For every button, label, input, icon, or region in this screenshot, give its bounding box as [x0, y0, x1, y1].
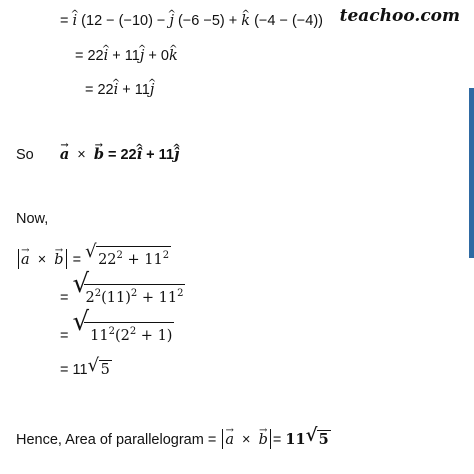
hence-line: Hence, Area of parallelogram = a → × b → = 11 √ 5 — [16, 429, 331, 449]
step-line-1: = i ^ (12 − (−10) − j ^ (−6 −5) + k ^ (−4 − (−4)) — [60, 12, 323, 30]
magnitude-line-2: = √ $2^2(11)^2 + 11^2$ — [60, 269, 184, 306]
magnitude-line-3: = √ $11^2(2^2 + 1)$ — [60, 307, 173, 344]
step-line-3: = 22i ^ + 11j ^ — [85, 81, 154, 99]
so-label: So — [16, 147, 34, 163]
so-line: So a → × b → = 22î ^ + 11ĵ ^ — [16, 146, 179, 164]
step-line-2: = 22i ^ + 11j ^ + 0k ^ — [75, 47, 178, 65]
final-answer: 11 √ 5 — [285, 425, 329, 448]
unit-j: j ^ — [169, 12, 174, 30]
slide-accent-bar — [469, 88, 474, 258]
hence-text: Hence, Area of parallelogram = — [16, 432, 221, 448]
now-label: Now, — [16, 211, 49, 227]
unit-i: i ^ — [73, 12, 78, 30]
brand-logo: teachoo.com — [339, 6, 460, 26]
unit-k: k ^ — [241, 12, 250, 30]
magnitude-line-4: = 11 √ 5 — [60, 355, 110, 378]
magnitude-line-1: a → × b → = √ $22^2 + 11^2$ — [16, 246, 171, 269]
